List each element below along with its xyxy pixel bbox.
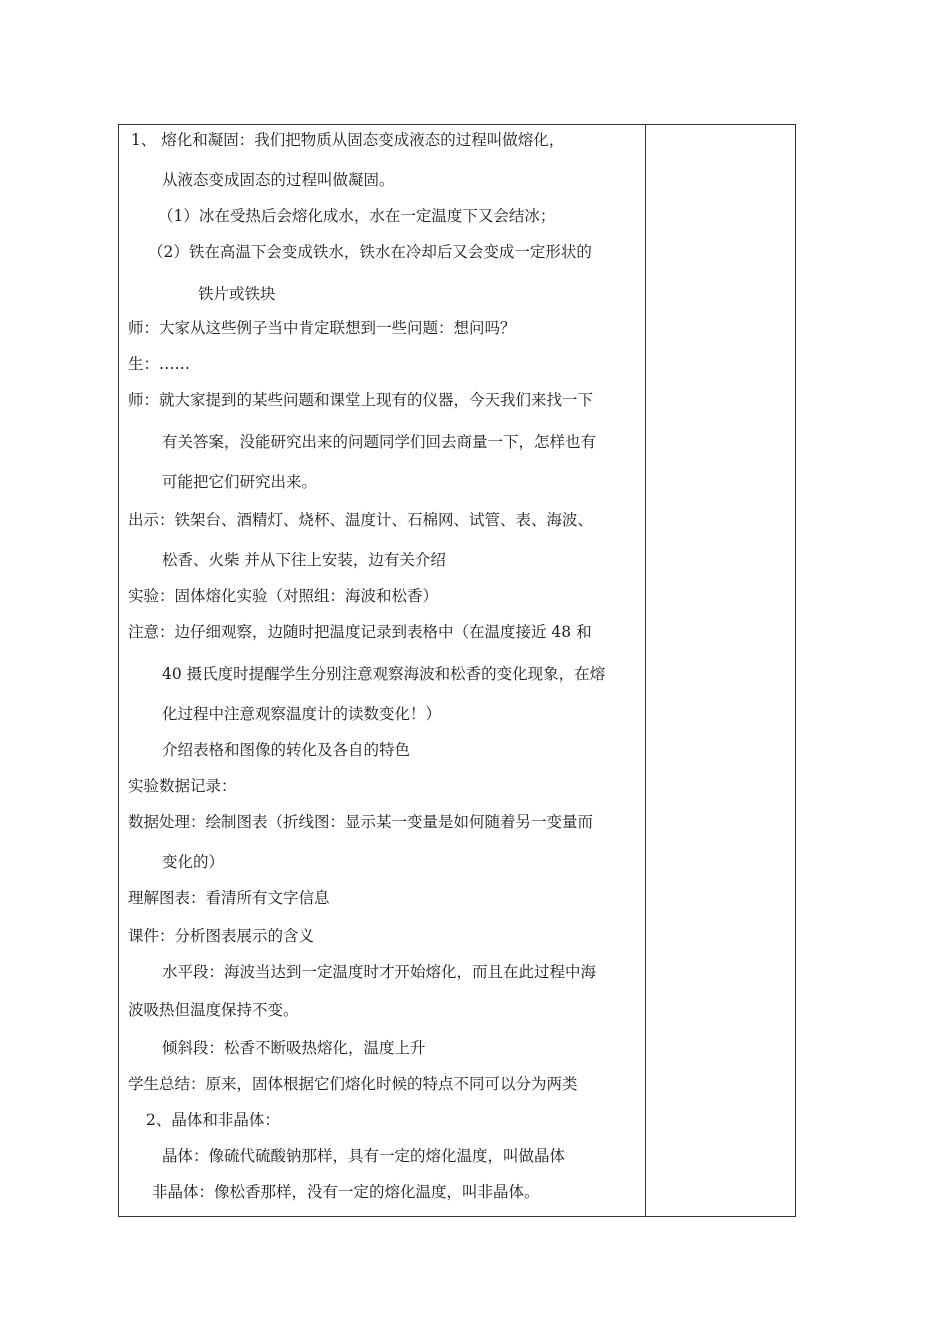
student-line: 生：…… <box>128 355 191 373</box>
text-line: 变化的） <box>162 853 225 871</box>
teacher-line: 师：大家从这些例子当中肯定联想到一些问题：想问吗？ <box>128 319 516 337</box>
experiment-line: 实验：固体熔化实验（对照组：海波和松香） <box>128 587 439 605</box>
column-divider <box>645 125 646 1216</box>
text-line: 波吸热但温度保持不变。 <box>128 1001 299 1019</box>
data-processing-line: 数据处理：绘制图表（折线图：显示某一变量是如何随着另一变量而 <box>128 813 594 831</box>
horizontal-segment-line: 水平段：海波当达到一定温度时才开始熔化，而且在此过程中海 <box>162 963 597 981</box>
text-line: 化过程中注意观察温度计的读数变化！） <box>162 705 442 723</box>
text-line: 铁片或铁块 <box>198 285 276 303</box>
text-line: 松香、火柴 并从下往上安装，边有关介绍 <box>162 551 446 569</box>
section-heading-melting: 1、 熔化和凝固：我们把物质从固态变成液态的过程叫做熔化， <box>131 131 565 149</box>
note-line: 注意：边仔细观察，边随时把温度记录到表格中（在温度接近 48 和 <box>128 623 592 641</box>
student-summary-line: 学生总结：原来，固体根据它们熔化时候的特点不同可以分为两类 <box>128 1075 578 1093</box>
courseware-line: 课件：分析图表展示的含义 <box>128 927 315 945</box>
text-line: 可能把它们研究出来。 <box>162 473 318 491</box>
text-line: 介绍表格和图像的转化及各自的特色 <box>162 741 411 759</box>
crystal-definition-line: 晶体：像硫代硫酸钠那样，具有一定的熔化温度，叫做晶体 <box>162 1147 566 1165</box>
section-heading-crystal: 2、晶体和非晶体： <box>146 1111 280 1129</box>
amorphous-definition-line: 非晶体：像松香那样，没有一定的熔化温度，叫非晶体。 <box>152 1183 540 1201</box>
equipment-line: 出示：铁架台、酒精灯、烧杯、温度计、石棉网、试管、表、海波、 <box>128 511 594 529</box>
chart-understanding-line: 理解图表：看清所有文字信息 <box>128 889 330 907</box>
text-line: 从液态变成固态的过程叫做凝固。 <box>162 171 395 189</box>
example-line: （2）铁在高温下会变成铁水，铁水在冷却后又会变成一定形状的 <box>148 243 592 261</box>
text-line: 有关答案，没能研究出来的问题同学们回去商量一下，怎样也有 <box>162 433 597 451</box>
slope-segment-line: 倾斜段：松香不断吸热熔化，温度上升 <box>162 1039 426 1057</box>
text-line: 40 摄氏度时提醒学生分别注意观察海波和松香的变化现象，在熔 <box>162 665 606 683</box>
teacher-line: 师：就大家提到的某些问题和课堂上现有的仪器，今天我们来找一下 <box>128 391 594 409</box>
example-line: （1）冰在受热后会熔化成水，水在一定温度下又会结冰； <box>158 207 556 225</box>
data-record-line: 实验数据记录： <box>128 777 237 795</box>
